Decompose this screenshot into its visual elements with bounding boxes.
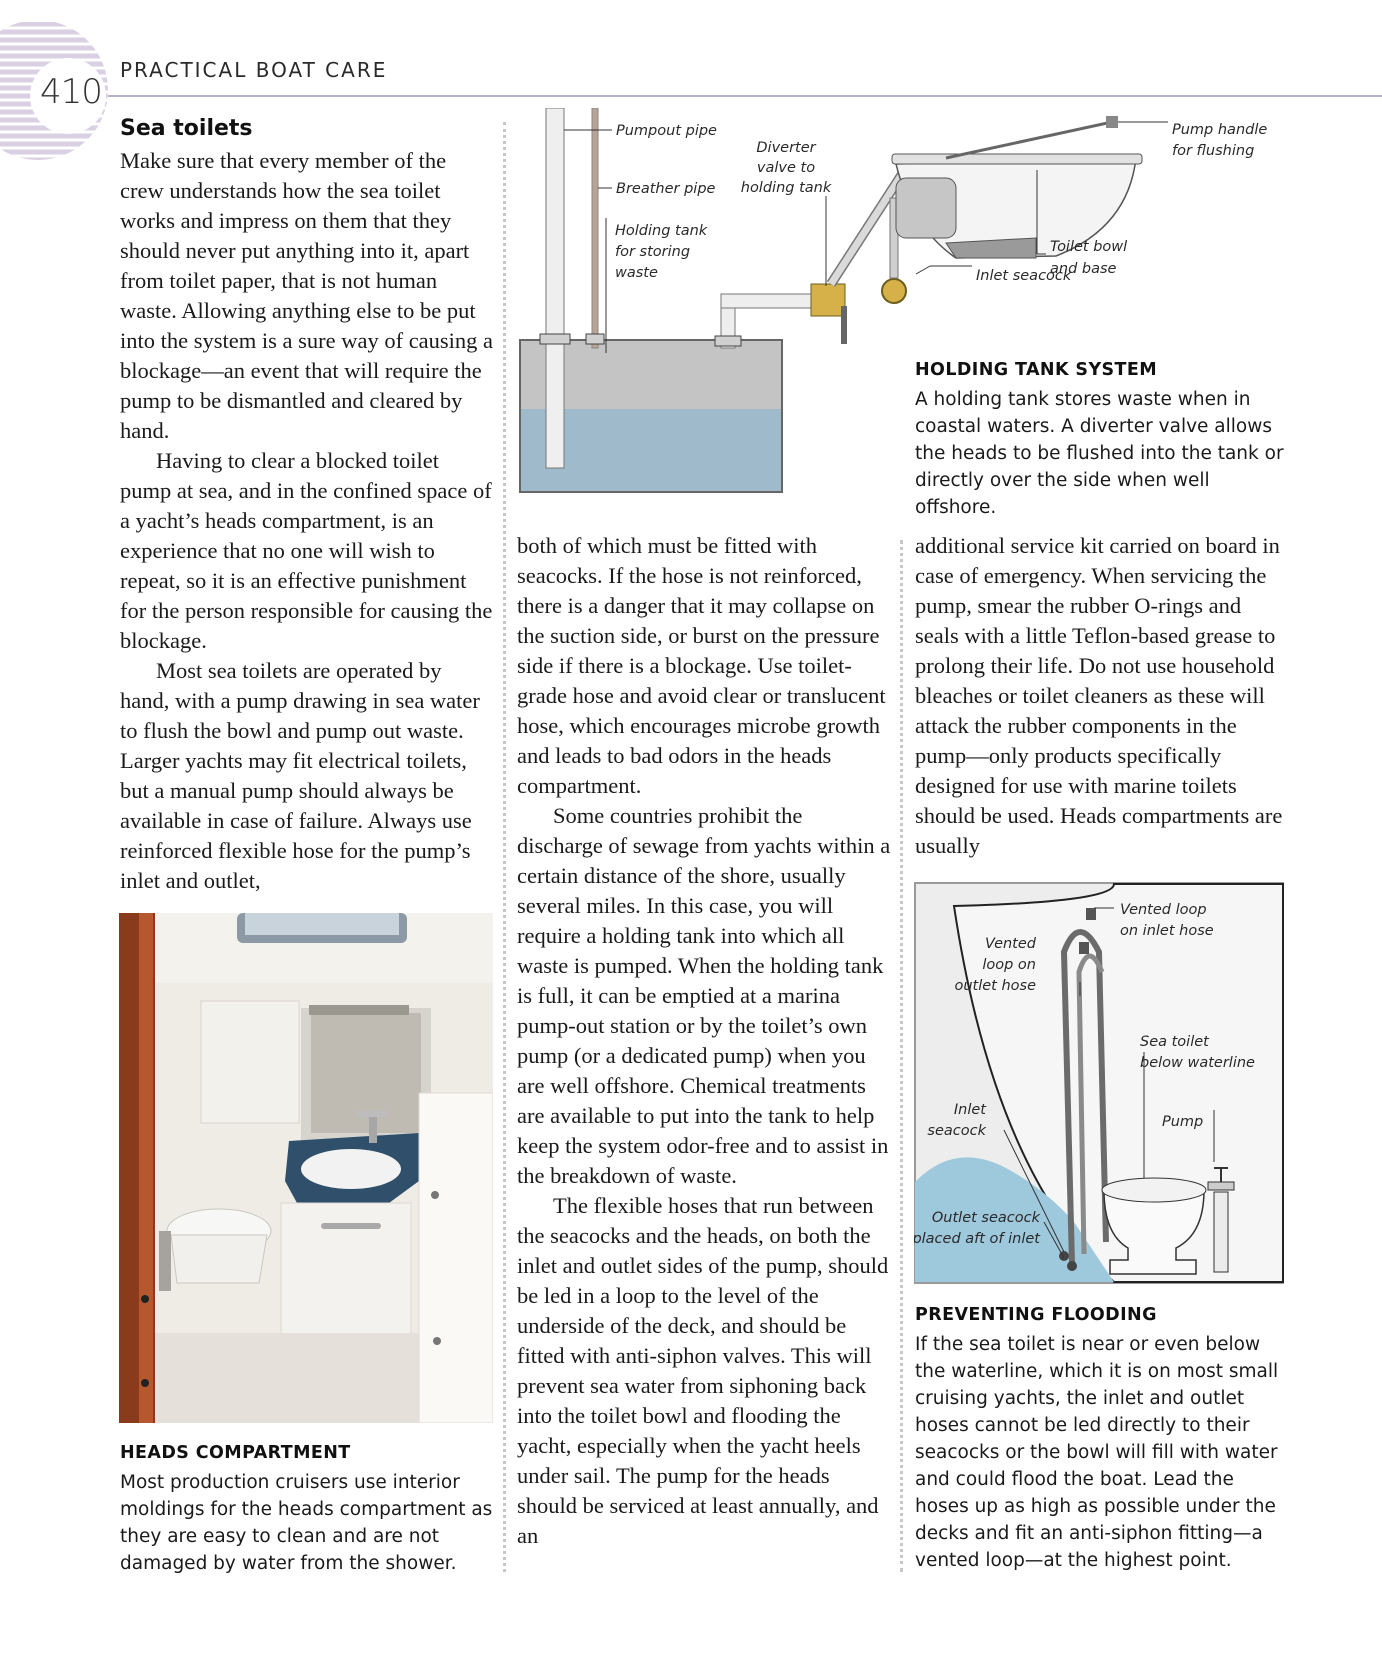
pump bbox=[1214, 1192, 1228, 1272]
preventing-flooding-diagram bbox=[914, 882, 1284, 1284]
label-inlet-seacock: seacock bbox=[927, 1123, 986, 1139]
label-sea-toilet: below waterline bbox=[1140, 1055, 1255, 1071]
heads-caption-text: Most production cruisers use interior moldings for the heads compartment as they are easy to clean and are not damaged by water from the shower. bbox=[120, 1472, 493, 1574]
label-inlet-seacock: Inlet seacock bbox=[976, 268, 1072, 284]
label-diverter-valve: Diverter bbox=[756, 140, 816, 156]
label-holding-tank: Holding tank bbox=[615, 223, 708, 239]
pumpout-pipe bbox=[546, 108, 564, 468]
label-outlet-seacock: placed aft of inlet bbox=[914, 1231, 1040, 1247]
label-breather-pipe: Breather pipe bbox=[616, 181, 716, 197]
page-number: 410 bbox=[40, 72, 102, 112]
body-paragraph: The flexible hoses that run between the seacocks and the heads, on both the inlet and outlet sides of the pump, should be led in a loop to the level of the underside of the deck, and should be fitted with anti-siphon valves. This will prevent sea water from siphoning back into the toilet bowl and flooding the yacht, especially when the yacht heels under sail. The pump for the heads should be serviced at least annually, and an bbox=[517, 1193, 889, 1548]
body-paragraph: Having to clear a blocked toilet pump at sea, and in the confined space of a yacht’s heads compartment, is an experience that no one will wish to repeat, so it is an effective punishment for the person responsible for causing the blockage. bbox=[120, 448, 493, 653]
label-pump: Pump bbox=[1162, 1114, 1204, 1130]
label-pump-handle: Pump handle bbox=[1172, 122, 1268, 138]
flooding-caption bbox=[915, 1305, 1285, 1574]
body-paragraph: Most sea toilets are operated by hand, with a pump drawing in sea water to flush the bowl and pump out waste. Larger yachts may fit electrical toilets, but a manual pump should always be available in case of failure. Always use reinforced flexible hose for the pump’s inlet and outlet, bbox=[120, 658, 480, 893]
label-toilet-bowl: Toilet bowl bbox=[1050, 239, 1128, 255]
holding-tank-caption-title: HOLDING TANK SYSTEM bbox=[915, 360, 1158, 380]
label-vented-loop-inlet: on inlet hose bbox=[1120, 923, 1214, 939]
holding-tank-caption-text: A holding tank stores waste when in coastal waters. A diverter valve allows the heads to be flushed into the tank or directly over the side when well offshore. bbox=[915, 389, 1284, 518]
pump-handle bbox=[946, 122, 1112, 158]
label-vented-loop-outlet: Vented bbox=[985, 936, 1036, 952]
section-title: Sea toilets bbox=[120, 116, 253, 141]
heads-compartment-photo bbox=[119, 913, 493, 1423]
label-outlet-seacock: Outlet seacock bbox=[931, 1210, 1040, 1226]
label-vented-loop-outlet: loop on bbox=[982, 957, 1036, 973]
label-vented-loop-outlet: outlet hose bbox=[954, 978, 1036, 994]
running-head: PRACTICAL BOAT CARE bbox=[120, 58, 388, 82]
breather-pipe bbox=[592, 108, 598, 348]
label-diverter-valve: holding tank bbox=[740, 180, 832, 196]
label-holding-tank: waste bbox=[615, 265, 658, 281]
flooding-caption-text: If the sea toilet is near or even below the waterline, which it is on most small cruising yachts, the inlet and outlet hoses cannot be led directly to their seacocks or the bowl will fill with water and could flood the boat. Lead the hoses up as high as possible under the decks and fit an anti-siphon fitting—a vented loop—at the highest point. bbox=[915, 1334, 1279, 1571]
body-paragraph: Some countries prohibit the discharge of sewage from yachts within a certain distance of the shore, usually several miles. In this case, you will require a holding tank into which all waste is pumped. When the holding tank is full, it can be emptied at a marina pump-out station or by the toilet’s own pump (or a dedicated pump) when you are well offshore. Chemical treatments are available to put into the tank to help keep the system odor-free and to assist in the breakdown of waste. bbox=[517, 803, 891, 1188]
label-pump-handle: for flushing bbox=[1172, 143, 1255, 159]
diverter-valve bbox=[811, 284, 845, 316]
holding-tank-caption bbox=[915, 360, 1285, 521]
sea-toilet bbox=[1104, 1190, 1204, 1274]
inlet-seacock bbox=[882, 279, 906, 303]
label-diverter-valve: valve to bbox=[756, 160, 816, 176]
column-2 bbox=[517, 531, 892, 1551]
heads-caption-title: HEADS COMPARTMENT bbox=[120, 1443, 351, 1463]
label-toilet-bowl: and base bbox=[1050, 261, 1117, 277]
body-paragraph: Make sure that every member of the crew understands how the sea toilet works and impress on them that they should never put anything into it, apart from toilet paper, that is not human waste. Allowing anything else to be put into the system is a sure way of causing a blockage—an event that will require the pump to be dismantled and cleared by hand. bbox=[120, 148, 494, 443]
label-vented-loop-inlet: Vented loop bbox=[1120, 902, 1207, 918]
heads-caption bbox=[120, 1443, 495, 1577]
column-3 bbox=[915, 531, 1290, 861]
body-paragraph: additional service kit carried on board in case of emergency. When servicing the pump, smear the rubber O-rings and seals with a little Teflon-based grease to prolong their life. Do not use household bleaches or toilet cleaners as these will attack the rubber components in the pump—only products specifically designed for use with marine toilets should be used. Heads compartments are usually bbox=[915, 533, 1283, 858]
label-pumpout-pipe: Pumpout pipe bbox=[616, 123, 717, 139]
flooding-caption-title: PREVENTING FLOODING bbox=[915, 1305, 1157, 1325]
column-1 bbox=[120, 110, 495, 896]
label-inlet-seacock: Inlet bbox=[953, 1102, 986, 1118]
body-paragraph: both of which must be fitted with seacocks. If the hose is not reinforced, there is a danger that it may collapse on the suction side, or burst on the pressure side if there is a blockage. Use toilet-grade hose and avoid clear or translucent hose, which encourages microbe growth and leads to bad odors in the heads compartment. bbox=[517, 533, 886, 798]
column-separator bbox=[503, 122, 506, 1572]
column-separator bbox=[900, 540, 903, 1572]
label-holding-tank: for storing bbox=[615, 244, 691, 260]
label-sea-toilet: Sea toilet bbox=[1140, 1034, 1209, 1050]
header-rule bbox=[108, 95, 1382, 97]
